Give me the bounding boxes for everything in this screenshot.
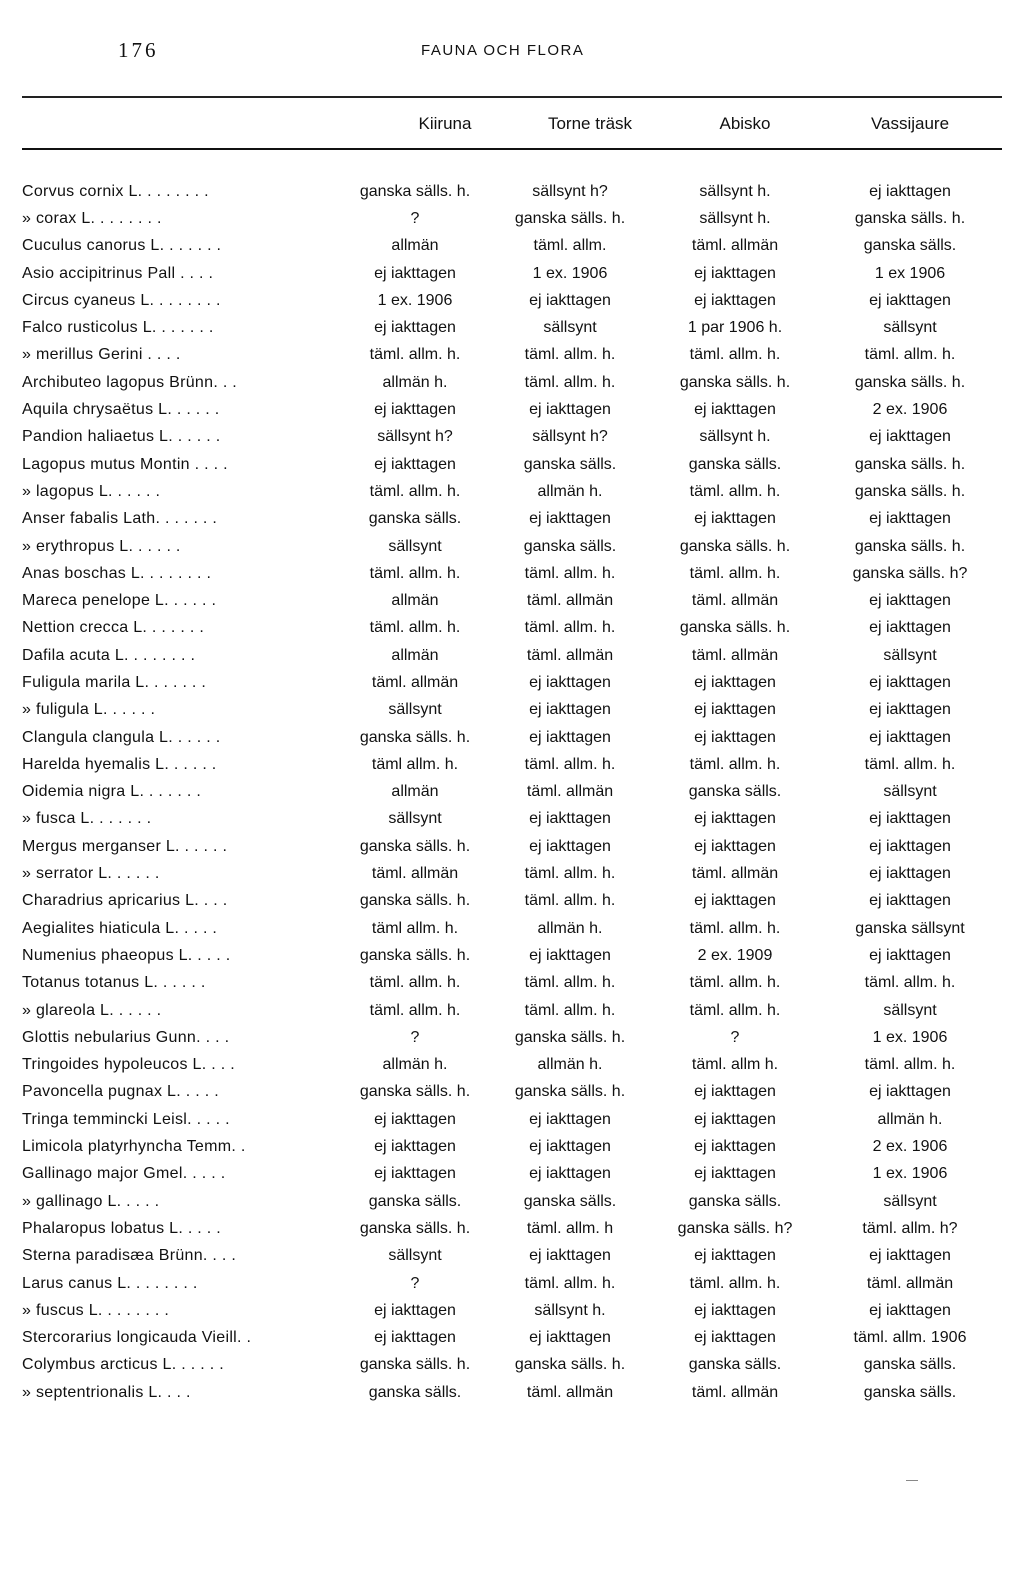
- table-row: [22, 233, 1000, 260]
- cell-torne-trask: täml. allmän: [526, 646, 614, 664]
- cell-vassijaure: 1 ex. 1906: [872, 1165, 948, 1183]
- table-row: [22, 478, 1000, 505]
- species-name: Falco rusticolus L. . . . . . .: [22, 319, 214, 337]
- cell-abisko: ej iakttagen: [694, 837, 776, 855]
- table-row: [22, 369, 1000, 396]
- table-row: [22, 1270, 1000, 1297]
- species-name: » fusca L. . . . . . .: [22, 810, 152, 828]
- cell-torne-trask: ganska sälls.: [523, 537, 617, 555]
- species-name: Lagopus mutus Montin . . . .: [22, 455, 228, 473]
- cell-vassijaure: sällsynt: [883, 1001, 937, 1019]
- cell-abisko: täml. allm. h.: [689, 1001, 781, 1019]
- cell-torne-trask: ej iakttagen: [529, 1110, 611, 1128]
- column-header-vassijaure: Vassijaure: [870, 114, 950, 133]
- cell-abisko: täml. allm. h.: [689, 482, 781, 500]
- species-name: Cuculus canorus L. . . . . . .: [22, 237, 222, 255]
- table-row: [22, 342, 1000, 369]
- species-name: Dafila acuta L. . . . . . . .: [22, 646, 196, 664]
- bottom-mark: [906, 1480, 918, 1481]
- cell-abisko: ganska sälls. h.: [679, 537, 791, 555]
- cell-torne-trask: allmän h.: [537, 482, 603, 500]
- cell-torne-trask: täml. allmän: [526, 1383, 614, 1401]
- cell-kiiruna: täml. allm. h.: [369, 564, 461, 582]
- table-row: [22, 970, 1000, 997]
- cell-torne-trask: ej iakttagen: [529, 701, 611, 719]
- cell-torne-trask: ej iakttagen: [529, 1329, 611, 1347]
- cell-torne-trask: täml. allm.: [533, 237, 607, 255]
- cell-kiiruna: ej iakttagen: [374, 1138, 456, 1156]
- species-name: Mareca penelope L. . . . . .: [22, 592, 217, 610]
- column-header-abisko: Abisko: [719, 114, 771, 133]
- species-name: Aquila chrysaëtus L. . . . . .: [22, 401, 220, 419]
- table-row: [22, 1133, 1000, 1160]
- cell-torne-trask: täml. allm. h.: [524, 373, 616, 391]
- cell-abisko: 2 ex. 1909: [697, 946, 773, 964]
- table-row: [22, 1024, 1000, 1051]
- table-row: [22, 1243, 1000, 1270]
- cell-vassijaure: ej iakttagen: [869, 1083, 951, 1101]
- table-row: [22, 642, 1000, 669]
- cell-kiiruna: 1 ex. 1906: [377, 291, 453, 309]
- cell-abisko: täml. allm. h.: [689, 564, 781, 582]
- cell-kiiruna: ej iakttagen: [374, 1165, 456, 1183]
- cell-kiiruna: ganska sälls. h.: [359, 1083, 471, 1101]
- cell-torne-trask: sällsynt h?: [532, 428, 608, 446]
- cell-abisko: sällsynt h.: [699, 428, 771, 446]
- cell-torne-trask: täml. allmän: [526, 592, 614, 610]
- cell-abisko: täml. allmän: [691, 592, 779, 610]
- table-row: [22, 451, 1000, 478]
- species-name: Anser fabalis Lath. . . . . . .: [22, 510, 218, 528]
- cell-kiiruna: täml allm. h.: [371, 919, 459, 937]
- cell-torne-trask: ej iakttagen: [529, 401, 611, 419]
- table-row: [22, 205, 1000, 232]
- table-row: [22, 560, 1000, 587]
- species-name: » corax L. . . . . . . .: [22, 209, 162, 227]
- cell-torne-trask: täml. allm. h.: [524, 1001, 616, 1019]
- cell-vassijaure: sällsynt: [883, 783, 937, 801]
- cell-vassijaure: ej iakttagen: [869, 1247, 951, 1265]
- cell-torne-trask: täml. allmän: [526, 783, 614, 801]
- cell-kiiruna: allmän: [391, 592, 439, 610]
- species-name: Gallinago major Gmel. . . . .: [22, 1165, 226, 1183]
- cell-kiiruna: sällsynt: [388, 810, 442, 828]
- table-row: [22, 1215, 1000, 1242]
- cell-kiiruna: ej iakttagen: [374, 1329, 456, 1347]
- species-name: Colymbus arcticus L. . . . . .: [22, 1356, 224, 1374]
- species-name: » fuligula L. . . . . .: [22, 701, 156, 719]
- cell-kiiruna: ganska sälls. h.: [359, 728, 471, 746]
- page-number: 176: [118, 38, 159, 62]
- cell-kiiruna: ganska sälls. h.: [359, 946, 471, 964]
- table-row: [22, 997, 1000, 1024]
- cell-kiiruna: täml. allmän: [371, 865, 459, 883]
- table-row: [22, 533, 1000, 560]
- page-header: [0, 38, 1024, 68]
- table-row: [22, 751, 1000, 778]
- cell-vassijaure: täml. allm. h?: [862, 1219, 958, 1237]
- cell-abisko: täml. allmän: [691, 865, 779, 883]
- cell-torne-trask: ej iakttagen: [529, 291, 611, 309]
- species-name: » merillus Gerini . . . .: [22, 346, 181, 364]
- cell-abisko: sällsynt h.: [699, 182, 771, 200]
- species-table-body: [22, 178, 1000, 1406]
- cell-vassijaure: ej iakttagen: [869, 592, 951, 610]
- cell-vassijaure: täml. allm. h.: [864, 1056, 956, 1074]
- cell-abisko: sällsynt h.: [699, 209, 771, 227]
- cell-kiiruna: ej iakttagen: [374, 1301, 456, 1319]
- cell-vassijaure: täml. allm. h.: [864, 974, 956, 992]
- cell-torne-trask: täml. allm. h.: [524, 1274, 616, 1292]
- cell-kiiruna: allmän h.: [382, 1056, 448, 1074]
- cell-torne-trask: ganska sälls. h.: [514, 1356, 626, 1374]
- species-name: » serrator L. . . . . .: [22, 865, 160, 883]
- species-name: Oidemia nigra L. . . . . . .: [22, 783, 202, 801]
- table-row: [22, 697, 1000, 724]
- cell-torne-trask: täml. allm. h: [526, 1219, 614, 1237]
- cell-vassijaure: ej iakttagen: [869, 810, 951, 828]
- cell-kiiruna: ej iakttagen: [374, 455, 456, 473]
- species-name: » fuscus L. . . . . . . .: [22, 1301, 170, 1319]
- cell-abisko: ej iakttagen: [694, 810, 776, 828]
- cell-vassijaure: ganska sälls. h.: [854, 455, 966, 473]
- table-row: [22, 1188, 1000, 1215]
- cell-kiiruna: ganska sälls. h.: [359, 837, 471, 855]
- cell-vassijaure: täml. allmän: [866, 1274, 954, 1292]
- species-name: » erythropus L. . . . . .: [22, 537, 181, 555]
- cell-abisko: ej iakttagen: [694, 728, 776, 746]
- species-name: Pavoncella pugnax L. . . . .: [22, 1083, 219, 1101]
- cell-vassijaure: sällsynt: [883, 1192, 937, 1210]
- species-name: Corvus cornix L. . . . . . . .: [22, 182, 209, 200]
- cell-abisko: ej iakttagen: [694, 1083, 776, 1101]
- cell-vassijaure: ganska sälls. h.: [854, 209, 966, 227]
- cell-vassijaure: täml. allm. h.: [864, 755, 956, 773]
- cell-vassijaure: 2 ex. 1906: [872, 1138, 948, 1156]
- cell-vassijaure: ganska sälls.: [863, 1356, 957, 1374]
- cell-torne-trask: ej iakttagen: [529, 1247, 611, 1265]
- cell-vassijaure: täml. allm. 1906: [853, 1329, 967, 1347]
- cell-kiiruna: täml. allm. h.: [369, 1001, 461, 1019]
- cell-kiiruna: ej iakttagen: [374, 1110, 456, 1128]
- cell-abisko: ganska sälls.: [688, 783, 782, 801]
- cell-abisko: ej iakttagen: [694, 1138, 776, 1156]
- cell-vassijaure: sällsynt: [883, 646, 937, 664]
- cell-torne-trask: 1 ex. 1906: [532, 264, 608, 282]
- cell-vassijaure: ej iakttagen: [869, 619, 951, 637]
- table-row: [22, 860, 1000, 887]
- cell-vassijaure: ej iakttagen: [869, 946, 951, 964]
- cell-abisko: ej iakttagen: [694, 264, 776, 282]
- cell-vassijaure: 2 ex. 1906: [872, 401, 948, 419]
- species-name: Charadrius apricarius L. . . .: [22, 892, 228, 910]
- cell-abisko: ej iakttagen: [694, 510, 776, 528]
- cell-abisko: ganska sälls. h.: [679, 619, 791, 637]
- cell-torne-trask: sällsynt: [543, 319, 597, 337]
- cell-kiiruna: allmän: [391, 646, 439, 664]
- cell-vassijaure: ej iakttagen: [869, 892, 951, 910]
- cell-abisko: ej iakttagen: [694, 1301, 776, 1319]
- species-name: Tringoides hypoleucos L. . . .: [22, 1056, 235, 1074]
- species-name: Clangula clangula L. . . . . .: [22, 728, 221, 746]
- table-row: [22, 1352, 1000, 1379]
- table-row: [22, 615, 1000, 642]
- cell-kiiruna: täml. allmän: [371, 673, 459, 691]
- cell-torne-trask: sällsynt h?: [532, 182, 608, 200]
- table-row: [22, 396, 1000, 423]
- cell-kiiruna: täml. allm. h.: [369, 346, 461, 364]
- table-row: [22, 1161, 1000, 1188]
- cell-abisko: ej iakttagen: [694, 892, 776, 910]
- species-name: Stercorarius longicauda Vieill. .: [22, 1329, 252, 1347]
- cell-kiiruna: allmän h.: [382, 373, 448, 391]
- species-name: Aegialites hiaticula L. . . . .: [22, 919, 218, 937]
- species-name: » gallinago L. . . . .: [22, 1192, 160, 1210]
- species-name: Tringa temmincki Leisl. . . . .: [22, 1110, 230, 1128]
- cell-abisko: täml. allm. h.: [689, 346, 781, 364]
- cell-torne-trask: ej iakttagen: [529, 673, 611, 691]
- cell-kiiruna: ganska sälls. h.: [359, 182, 471, 200]
- cell-kiiruna: täml. allm. h.: [369, 619, 461, 637]
- table-row: [22, 806, 1000, 833]
- species-name: Nettion crecca L. . . . . . .: [22, 619, 205, 637]
- top-rule: [22, 96, 1002, 98]
- running-title: FAUNA OCH FLORA: [421, 42, 585, 59]
- cell-abisko: ganska sälls.: [688, 1192, 782, 1210]
- table-row: [22, 833, 1000, 860]
- cell-vassijaure: täml. allm. h.: [864, 346, 956, 364]
- cell-torne-trask: ej iakttagen: [529, 810, 611, 828]
- species-table: [22, 178, 1000, 1406]
- table-row: [22, 260, 1000, 287]
- cell-kiiruna: ej iakttagen: [374, 401, 456, 419]
- cell-torne-trask: ej iakttagen: [529, 1138, 611, 1156]
- cell-vassijaure: ganska sälls. h.: [854, 373, 966, 391]
- cell-torne-trask: täml. allm. h.: [524, 755, 616, 773]
- cell-abisko: ?: [730, 1028, 740, 1046]
- cell-vassijaure: ej iakttagen: [869, 510, 951, 528]
- cell-abisko: ganska sälls.: [688, 455, 782, 473]
- cell-torne-trask: ej iakttagen: [529, 946, 611, 964]
- table-row: [22, 1052, 1000, 1079]
- cell-kiiruna: ej iakttagen: [374, 319, 456, 337]
- cell-vassijaure: ej iakttagen: [869, 428, 951, 446]
- cell-abisko: täml. allm. h.: [689, 919, 781, 937]
- cell-vassijaure: ej iakttagen: [869, 1301, 951, 1319]
- cell-kiiruna: sällsynt: [388, 537, 442, 555]
- cell-vassijaure: ganska sällsynt: [855, 919, 965, 937]
- table-row: [22, 506, 1000, 533]
- cell-vassijaure: ej iakttagen: [869, 701, 951, 719]
- species-name: Fuligula marila L. . . . . . .: [22, 673, 207, 691]
- table-row: [22, 942, 1000, 969]
- table-row: [22, 724, 1000, 751]
- cell-torne-trask: ej iakttagen: [529, 728, 611, 746]
- cell-kiiruna: ?: [410, 1028, 420, 1046]
- cell-abisko: täml. allm. h.: [689, 1274, 781, 1292]
- cell-torne-trask: ganska sälls. h.: [514, 1083, 626, 1101]
- header-rule: [22, 148, 1002, 150]
- cell-torne-trask: ej iakttagen: [529, 837, 611, 855]
- table-row: [22, 314, 1000, 341]
- species-name: Archibuteo lagopus Brünn. . .: [22, 373, 238, 391]
- table-row: [22, 287, 1000, 314]
- cell-torne-trask: täml. allm. h.: [524, 346, 616, 364]
- cell-vassijaure: ej iakttagen: [869, 728, 951, 746]
- cell-kiiruna: sällsynt h?: [377, 428, 453, 446]
- cell-kiiruna: ganska sälls.: [368, 1383, 462, 1401]
- cell-abisko: täml. allmän: [691, 237, 779, 255]
- cell-kiiruna: täml. allm. h.: [369, 482, 461, 500]
- table-row: [22, 1324, 1000, 1351]
- table-row: [22, 1297, 1000, 1324]
- cell-torne-trask: ej iakttagen: [529, 1165, 611, 1183]
- cell-kiiruna: ?: [410, 1274, 420, 1292]
- cell-torne-trask: täml. allm. h.: [524, 974, 616, 992]
- column-header-torne-trask: Torne träsk: [547, 114, 633, 133]
- cell-kiiruna: ?: [410, 209, 420, 227]
- table-row: [22, 669, 1000, 696]
- cell-abisko: ej iakttagen: [694, 1110, 776, 1128]
- cell-abisko: ej iakttagen: [694, 401, 776, 419]
- cell-kiiruna: sällsynt: [388, 701, 442, 719]
- cell-abisko: ganska sälls. h.: [679, 373, 791, 391]
- species-name: Harelda hyemalis L. . . . . .: [22, 755, 217, 773]
- species-name: Numenius phaeopus L. . . . .: [22, 946, 231, 964]
- species-name: Larus canus L. . . . . . . .: [22, 1274, 198, 1292]
- species-name: » glareola L. . . . . .: [22, 1001, 162, 1019]
- cell-abisko: täml. allmän: [691, 646, 779, 664]
- cell-abisko: ej iakttagen: [694, 1247, 776, 1265]
- table-row: [22, 587, 1000, 614]
- cell-kiiruna: sällsynt: [388, 1247, 442, 1265]
- cell-torne-trask: sällsynt h.: [534, 1301, 606, 1319]
- cell-abisko: ej iakttagen: [694, 1329, 776, 1347]
- table-row: [22, 779, 1000, 806]
- cell-torne-trask: ej iakttagen: [529, 510, 611, 528]
- species-name: » lagopus L. . . . . .: [22, 482, 161, 500]
- cell-abisko: ej iakttagen: [694, 291, 776, 309]
- cell-kiiruna: ganska sälls.: [368, 510, 462, 528]
- species-name: » septentrionalis L. . . .: [22, 1383, 191, 1401]
- cell-abisko: täml. allm. h.: [689, 974, 781, 992]
- cell-abisko: täml. allm. h.: [689, 755, 781, 773]
- cell-vassijaure: ej iakttagen: [869, 837, 951, 855]
- cell-abisko: ej iakttagen: [694, 1165, 776, 1183]
- species-name: Asio accipitrinus Pall . . . .: [22, 264, 214, 282]
- cell-abisko: täml. allmän: [691, 1383, 779, 1401]
- cell-kiiruna: allmän: [391, 237, 439, 255]
- cell-vassijaure: ganska sälls.: [863, 237, 957, 255]
- cell-abisko: ej iakttagen: [694, 673, 776, 691]
- cell-vassijaure: ej iakttagen: [869, 291, 951, 309]
- cell-abisko: täml. allm h.: [691, 1056, 779, 1074]
- cell-vassijaure: ganska sälls. h.: [854, 482, 966, 500]
- table-row: [22, 915, 1000, 942]
- cell-torne-trask: täml. allm. h.: [524, 619, 616, 637]
- species-name: Anas boschas L. . . . . . . .: [22, 564, 212, 582]
- species-name: Mergus merganser L. . . . . .: [22, 837, 228, 855]
- species-name: Phalaropus lobatus L. . . . .: [22, 1219, 222, 1237]
- cell-vassijaure: 1 ex 1906: [874, 264, 946, 282]
- cell-vassijaure: sällsynt: [883, 319, 937, 337]
- species-name: Glottis nebularius Gunn. . . .: [22, 1028, 230, 1046]
- cell-abisko: ganska sälls. h?: [677, 1219, 793, 1237]
- species-name: Limicola platyrhyncha Temm. .: [22, 1138, 246, 1156]
- table-row: [22, 1379, 1000, 1406]
- cell-torne-trask: allmän h.: [537, 919, 603, 937]
- cell-kiiruna: täml. allm. h.: [369, 974, 461, 992]
- cell-torne-trask: allmän h.: [537, 1056, 603, 1074]
- cell-kiiruna: ganska sälls.: [368, 1192, 462, 1210]
- cell-torne-trask: ganska sälls. h.: [514, 209, 626, 227]
- cell-vassijaure: ej iakttagen: [869, 673, 951, 691]
- column-header-kiiruna: Kiiruna: [418, 114, 472, 133]
- species-name: Sterna paradisæa Brünn. . . .: [22, 1247, 237, 1265]
- species-name: Circus cyaneus L. . . . . . . .: [22, 291, 221, 309]
- cell-torne-trask: täml. allm. h.: [524, 865, 616, 883]
- cell-kiiruna: ganska sälls. h.: [359, 892, 471, 910]
- cell-kiiruna: ganska sälls. h.: [359, 1219, 471, 1237]
- cell-torne-trask: ganska sälls.: [523, 1192, 617, 1210]
- cell-vassijaure: ej iakttagen: [869, 182, 951, 200]
- cell-vassijaure: ej iakttagen: [869, 865, 951, 883]
- cell-kiiruna: ej iakttagen: [374, 264, 456, 282]
- species-name: Totanus totanus L. . . . . .: [22, 974, 206, 992]
- table-row: [22, 424, 1000, 451]
- cell-vassijaure: 1 ex. 1906: [872, 1028, 948, 1046]
- cell-abisko: 1 par 1906 h.: [687, 319, 783, 337]
- cell-kiiruna: ganska sälls. h.: [359, 1356, 471, 1374]
- table-row: [22, 888, 1000, 915]
- table-row: [22, 1079, 1000, 1106]
- cell-vassijaure: ganska sälls. h?: [852, 564, 968, 582]
- table-row: [22, 1106, 1000, 1133]
- cell-kiiruna: allmän: [391, 783, 439, 801]
- cell-torne-trask: ganska sälls.: [523, 455, 617, 473]
- cell-torne-trask: täml. allm. h.: [524, 892, 616, 910]
- cell-abisko: ganska sälls.: [688, 1356, 782, 1374]
- cell-torne-trask: täml. allm. h.: [524, 564, 616, 582]
- cell-vassijaure: allmän h.: [877, 1110, 943, 1128]
- cell-vassijaure: ganska sälls. h.: [854, 537, 966, 555]
- cell-torne-trask: ganska sälls. h.: [514, 1028, 626, 1046]
- cell-kiiruna: täml allm. h.: [371, 755, 459, 773]
- cell-abisko: ej iakttagen: [694, 701, 776, 719]
- cell-vassijaure: ganska sälls.: [863, 1383, 957, 1401]
- species-name: Pandion haliaetus L. . . . . .: [22, 428, 221, 446]
- table-row: [22, 178, 1000, 205]
